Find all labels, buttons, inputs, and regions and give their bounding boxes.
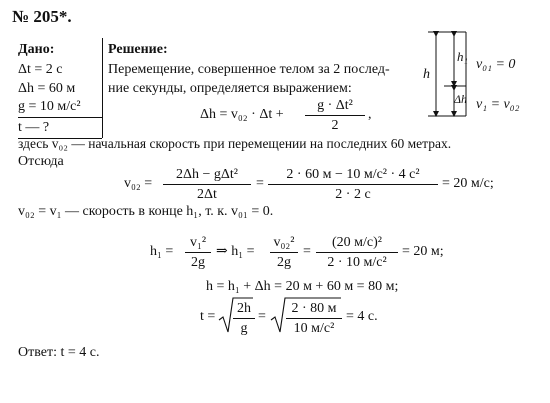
eq1-denominator: 2 bbox=[331, 118, 339, 133]
eq1-left: Δh = v₀₂ · Δt + bbox=[200, 107, 284, 122]
eq3-f3-denominator: 2 · 10 м/с² bbox=[327, 255, 387, 270]
eq2-left: v₀₂ = bbox=[124, 176, 153, 191]
eq1-tail: , bbox=[368, 107, 372, 122]
given-find: t — ? bbox=[18, 120, 50, 135]
eq2-frac2-numerator: 2 · 60 м − 10 м/с² · 4 с² bbox=[286, 167, 420, 182]
eq3-fraction2 bbox=[270, 234, 298, 271]
eq3-f3-numerator: (20 м/с)² bbox=[332, 235, 382, 250]
eq5-r1-denominator: g bbox=[240, 321, 248, 336]
eq1-numerator: g · Δt² bbox=[317, 98, 353, 113]
eq3-fraction1 bbox=[185, 234, 211, 271]
given-label: Дано: bbox=[18, 42, 55, 57]
solution-intro-line2: ние секунды, определяется выражением: bbox=[108, 81, 352, 96]
where-line: здесь v₀₂ — начальная скорость при перемещении на последних 60 метрах. bbox=[18, 136, 452, 151]
eq2-frac2-denominator: 2 · 2 с bbox=[335, 187, 371, 202]
diagram-label-h: h bbox=[423, 67, 430, 82]
eq2-fraction1 bbox=[163, 166, 251, 203]
eq1-fraction bbox=[305, 97, 365, 134]
hence-word: Отсюда bbox=[18, 154, 64, 169]
eq3-implies: ⇒ h₁ = bbox=[216, 244, 255, 259]
eq3-result: = 20 м; bbox=[402, 244, 444, 259]
eq2-fraction2 bbox=[268, 166, 438, 203]
eq2-frac1-numerator: 2Δh − gΔt² bbox=[176, 167, 238, 182]
eq2-frac2-bar bbox=[268, 184, 438, 185]
diagram-label-dh: Δh bbox=[454, 92, 468, 106]
eq3-equals: = bbox=[303, 244, 311, 259]
diagram-label-v1: v₁ = v₀₂ bbox=[476, 97, 520, 112]
given-item-g: g = 10 м/с² bbox=[18, 99, 81, 114]
eq3-f1-denominator: 2g bbox=[191, 255, 205, 270]
eq2-frac1-denominator: 2Δt bbox=[197, 187, 217, 202]
diagram-label-v01: v₀₁ = 0 bbox=[476, 57, 516, 72]
eq5-equals: = bbox=[258, 309, 266, 324]
given-item-dt: Δt = 2 с bbox=[18, 62, 63, 77]
solution-intro-line1: Перемещение, совершенное телом за 2 послед- bbox=[108, 62, 390, 77]
eq2-equals: = bbox=[256, 176, 264, 191]
eq5-r1-numerator: 2h bbox=[237, 301, 251, 316]
eq3-left: h₁ = bbox=[150, 244, 174, 259]
answer: Ответ: t = 4 с. bbox=[18, 345, 100, 360]
eq5-r1-bar bbox=[233, 318, 255, 319]
given-underline bbox=[18, 117, 102, 118]
eq5-result: = 4 с. bbox=[346, 309, 378, 324]
eq5-r2-bar bbox=[286, 318, 342, 319]
solution-label: Решение: bbox=[108, 42, 168, 57]
eq1-fraction-bar bbox=[305, 115, 365, 116]
speed-line: v₀₂ = v₁ — скорость в конце h₁, т. к. v₀₁ = 0. bbox=[18, 204, 274, 219]
given-divider bbox=[102, 38, 103, 138]
problem-number: № 205*. bbox=[12, 7, 72, 26]
eq2-frac1-bar bbox=[163, 184, 251, 185]
eq5-left: t = bbox=[200, 309, 216, 324]
eq3-f2-numerator: v₀₂² bbox=[273, 235, 295, 250]
diagram-label-h1: h₁ bbox=[457, 49, 469, 64]
eq4: h = h₁ + Δh = 20 м + 60 м = 80 м; bbox=[206, 279, 399, 294]
eq3-f2-bar bbox=[270, 252, 298, 253]
eq5-radical1 bbox=[233, 300, 255, 337]
eq5-r2-denominator: 10 м/с² bbox=[293, 321, 335, 336]
eq3-f1-numerator: v₁² bbox=[189, 235, 207, 250]
eq3-f2-denominator: 2g bbox=[277, 255, 291, 270]
eq5-radical2 bbox=[286, 300, 342, 337]
eq2-result: = 20 м/с; bbox=[442, 176, 494, 191]
eq3-f3-bar bbox=[316, 252, 398, 253]
given-item-dh: Δh = 60 м bbox=[18, 81, 76, 96]
eq5-r2-numerator: 2 · 80 м bbox=[291, 301, 337, 316]
eq3-fraction3 bbox=[316, 234, 398, 271]
eq3-f1-bar bbox=[185, 252, 211, 253]
